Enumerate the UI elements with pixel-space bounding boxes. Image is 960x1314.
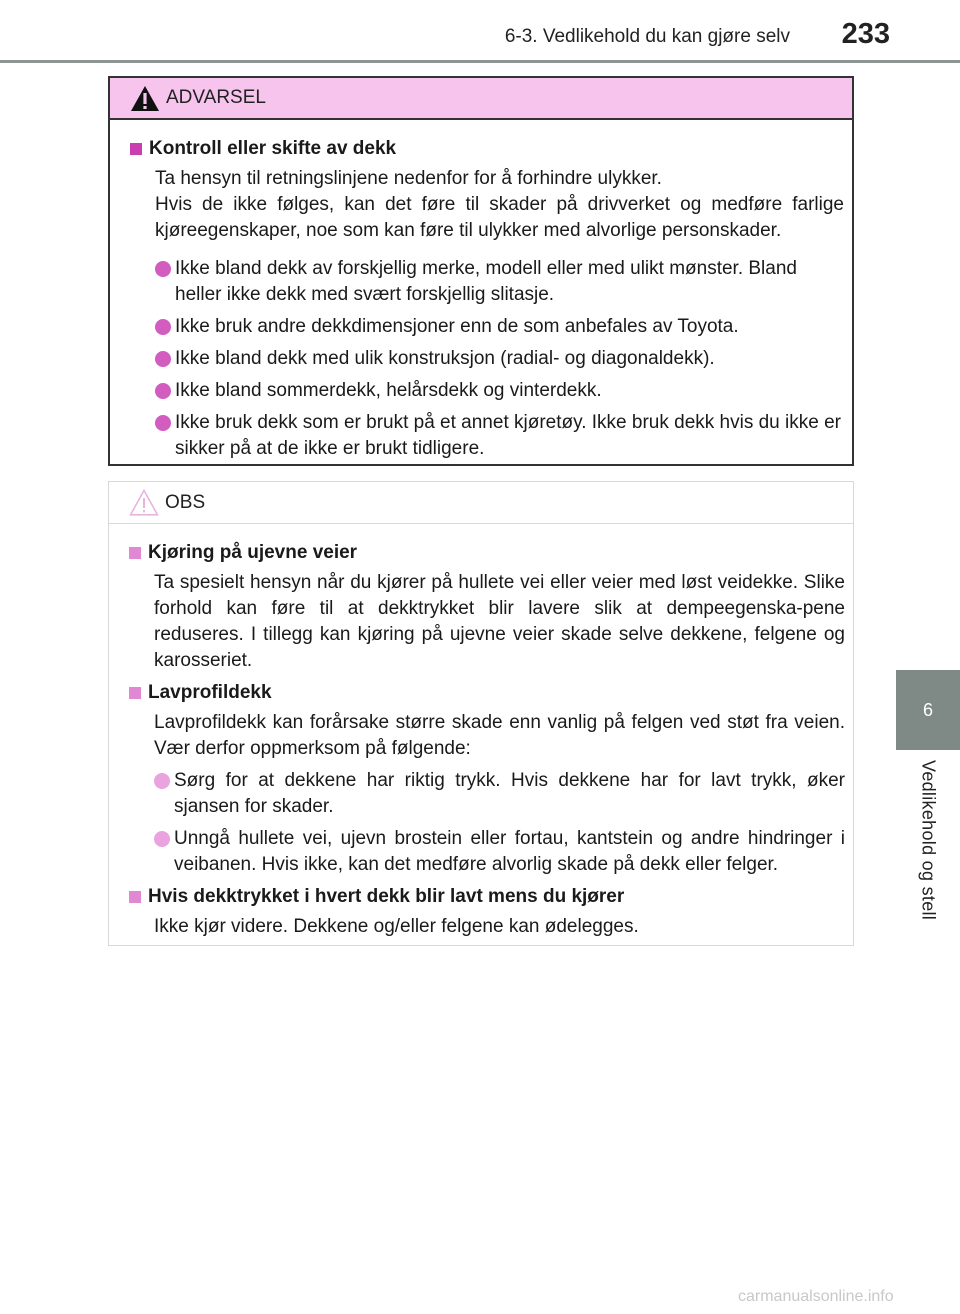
notice-heading-text: Lavprofildekk [148, 682, 272, 703]
round-bullet-icon [155, 351, 171, 367]
list-item-text: Ikke bland dekk med ulik konstruksjon (radial- og diagonaldekk). [175, 348, 715, 369]
round-bullet-icon [154, 773, 170, 789]
header-rule [0, 60, 960, 63]
list-item [130, 346, 844, 372]
list-item [129, 826, 845, 878]
notice-heading [129, 680, 845, 706]
square-bullet-icon [129, 547, 141, 559]
square-bullet-icon [129, 687, 141, 699]
page-number: 233 [841, 18, 890, 50]
notice-paragraph: Ta spesielt hensyn når du kjører på hullete vei eller veier med løst veidekke. Slike forhold kan føre til at dekktrykket blir lavere slik at dempeegenska-pene reduseres. I tillegg kan kjøring på ujevne veier skade selve dekkene, felgene og karosseriet. [154, 572, 845, 671]
chapter-title [896, 760, 960, 940]
square-bullet-icon [130, 143, 142, 155]
round-bullet-icon [155, 319, 171, 335]
notice-header [109, 482, 853, 524]
header-section-title: 6-3. Vedlikehold du kan gjøre selv [504, 26, 790, 47]
list-item [130, 410, 844, 462]
warning-header [110, 78, 852, 120]
list-item [130, 256, 844, 308]
warning-heading [130, 136, 844, 162]
notice-paragraph: Lavprofildekk kan forårsake større skade enn vanlig på felgen ved støt fra veien. Vær derfor oppmerksom på følgende: [154, 712, 845, 759]
notice-label: OBS [165, 491, 206, 513]
warning-intro-2: Hvis de ikke følges, kan det føre til skader på drivverket og medføre farlige kjøreegenskaper, noe som kan føre til ulykker med alvorlige personskader. [155, 194, 844, 241]
warning-heading-text: Kontroll eller skifte av dekk [149, 138, 397, 159]
round-bullet-icon [155, 383, 171, 399]
list-item-text: Sørg for at dekkene har riktig trykk. Hvis dekkene har for lavt trykk, øker sjansen for skader. [174, 770, 845, 817]
notice-box [108, 481, 854, 946]
warning-triangle-icon [130, 85, 160, 112]
caution-triangle-icon [129, 489, 159, 516]
notice-heading [129, 540, 845, 566]
chapter-tab [896, 670, 960, 750]
list-item [129, 768, 845, 820]
list-item-text: Ikke bruk andre dekkdimensjoner enn de som anbefales av Toyota. [175, 316, 739, 337]
list-item-text: Unngå hullete vei, ujevn brostein eller fortau, kantstein og andre hindringer i veibanen. Hvis ikke, kan det medføre alvorlig skade på dekk eller felger. [174, 828, 845, 875]
list-item [130, 378, 844, 404]
round-bullet-icon [154, 831, 170, 847]
notice-heading [129, 884, 845, 910]
notice-paragraph: Ikke kjør videre. Dekkene og/eller felgene kan ødelegges. [154, 916, 639, 937]
footer-watermark: carmanualsonline.info [738, 1288, 894, 1305]
warning-intro: Ta hensyn til retningslinjene nedenfor for å forhindre ulykker. [155, 168, 662, 189]
chapter-title-text: Vedlikehold og stell [918, 760, 939, 921]
list-item [130, 314, 844, 340]
notice-heading-text: Hvis dekktrykket i hvert dekk blir lavt mens du kjører [148, 886, 625, 907]
square-bullet-icon [129, 891, 141, 903]
chapter-number: 6 [922, 699, 933, 720]
notice-heading-text: Kjøring på ujevne veier [148, 542, 358, 563]
warning-label: ADVARSEL [166, 87, 266, 108]
round-bullet-icon [155, 261, 171, 277]
list-item-text: Ikke bruk dekk som er brukt på et annet kjøretøy. Ikke bruk dekk hvis du ikke er sikker på at de ikke er brukt tidligere. [175, 412, 841, 459]
list-item-text: Ikke bland dekk av forskjellig merke, modell eller med ulikt mønster. Bland heller ikke dekk med svært forskjellig slitasje. [175, 258, 797, 305]
list-item-text: Ikke bland sommerdekk, helårsdekk og vinterdekk. [175, 380, 602, 401]
round-bullet-icon [155, 415, 171, 431]
warning-box [108, 76, 854, 466]
